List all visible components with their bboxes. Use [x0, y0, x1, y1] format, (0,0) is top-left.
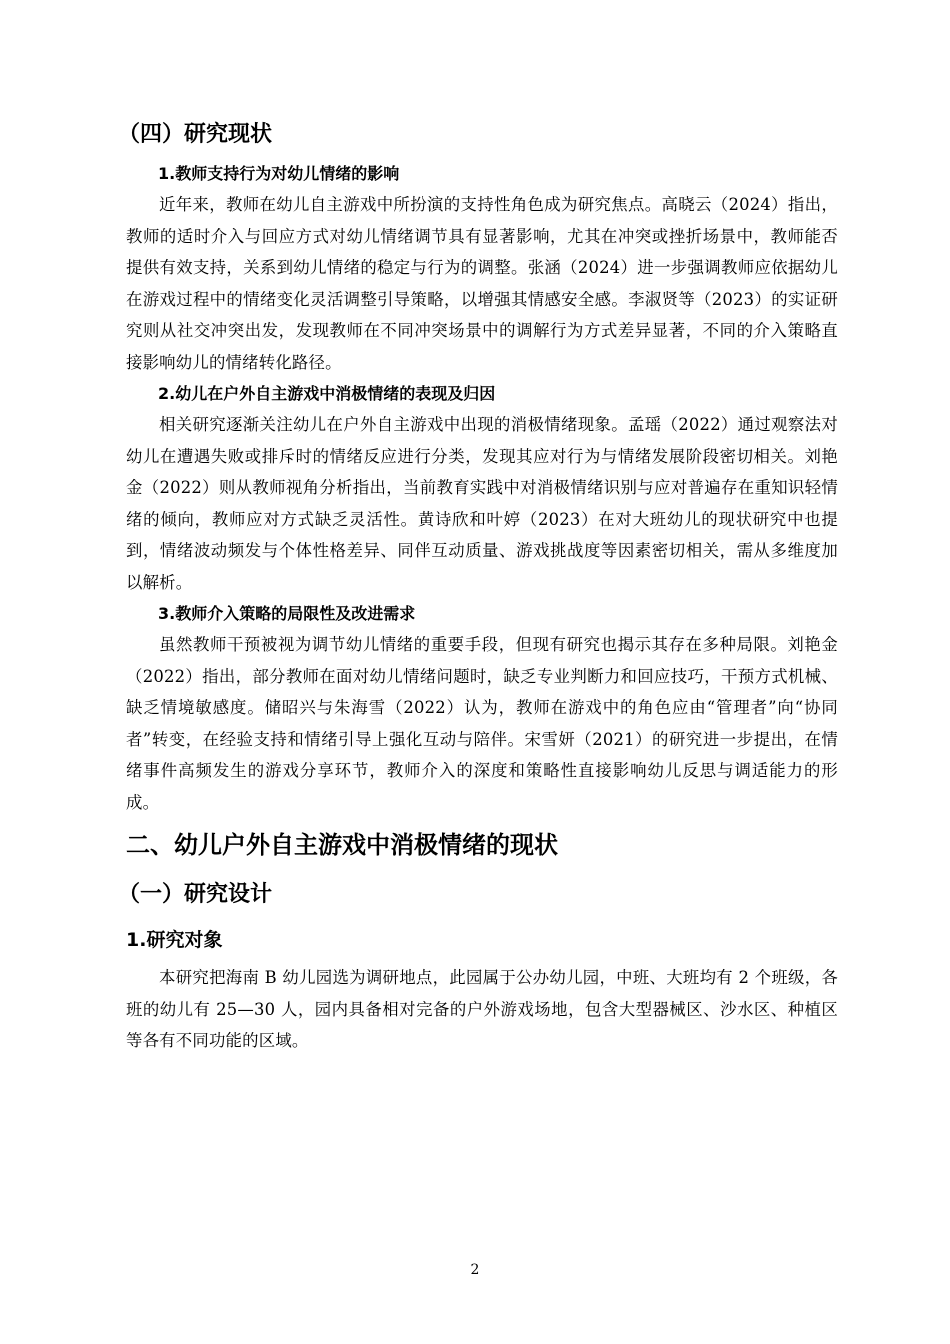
subheading-intervention-limits: 3.教师介入策略的局限性及改进需求	[158, 604, 416, 623]
paragraph-research-subjects: 本研究把海南 B 幼儿园选为调研地点，此园属于公办幼儿园，中班、大班均有 2 个班级，各班的幼儿有 25—30 人，园内具备相对完备的户外游戏场地，包含大型器械区、沙水区、种植区等各有不同功能的区域。	[126, 968, 838, 1050]
section-heading-research-status: （四）研究现状	[118, 122, 273, 147]
subheading-negative-emotion: 2.幼儿在户外自主游戏中消极情绪的表现及归因	[158, 384, 496, 403]
document-page	[118, 112, 838, 1057]
subheading-teacher-support: 1.教师支持行为对幼儿情绪的影响	[158, 164, 400, 183]
paragraph-intervention-limits: 虽然教师干预被视为调节幼儿情绪的重要手段，但现有研究也揭示其存在多种局限。刘艳金（2022）指出，部分教师在面对幼儿情绪问题时，缺乏专业判断力和回应技巧，干预方式机械、缺乏情境敏感度。储昭兴与朱海雪（2022）认为，教师在游戏中的角色应由“管理者”向“协同者”转变，在经验支持和情绪引导上强化互动与陪伴。宋雪妍（2021）的研究进一步提出，在情绪事件高频发生的游戏分享环节，教师介入的深度和策略性直接影响幼儿反思与调适能力的形成。	[126, 635, 838, 812]
subheading-research-subjects: 1.研究对象	[126, 929, 223, 951]
page-number: 2	[470, 1262, 480, 1278]
section-heading-research-design: （一）研究设计	[118, 882, 273, 907]
chapter-heading-current-status: 二、幼儿户外自主游戏中消极情绪的现状	[126, 831, 558, 859]
paragraph-negative-emotion: 相关研究逐渐关注幼儿在户外自主游戏中出现的消极情绪现象。孟瑶（2022）通过观察法对幼儿在遭遇失败或排斥时的情绪反应进行分类，发现其应对行为与情绪发展阶段密切相关。刘艳金（2022）则从教师视角分析指出，当前教育实践中对消极情绪识别与应对普遍存在重知识轻情绪的倾向，教师应对方式缺乏灵活性。黄诗欣和叶婷（2023）在对大班幼儿的现状研究中也提到，情绪波动频发与个体性格差异、同伴互动质量、游戏挑战度等因素密切相关，需从多维度加以解析。	[126, 415, 838, 592]
paragraph-teacher-support: 近年来，教师在幼儿自主游戏中所扮演的支持性角色成为研究焦点。高晓云（2024）指出，教师的适时介入与回应方式对幼儿情绪调节具有显著影响，尤其在冲突或挫折场景中，教师能否提供有效支持，关系到幼儿情绪的稳定与行为的调整。张涵（2024）进一步强调教师应依据幼儿在游戏过程中的情绪变化灵活调整引导策略，以增强其情感安全感。李淑贤等（2023）的实证研究则从社交冲突出发，发现教师在不同冲突场景中的调解行为方式差异显著，不同的介入策略直接影响幼儿的情绪转化路径。	[126, 195, 838, 372]
